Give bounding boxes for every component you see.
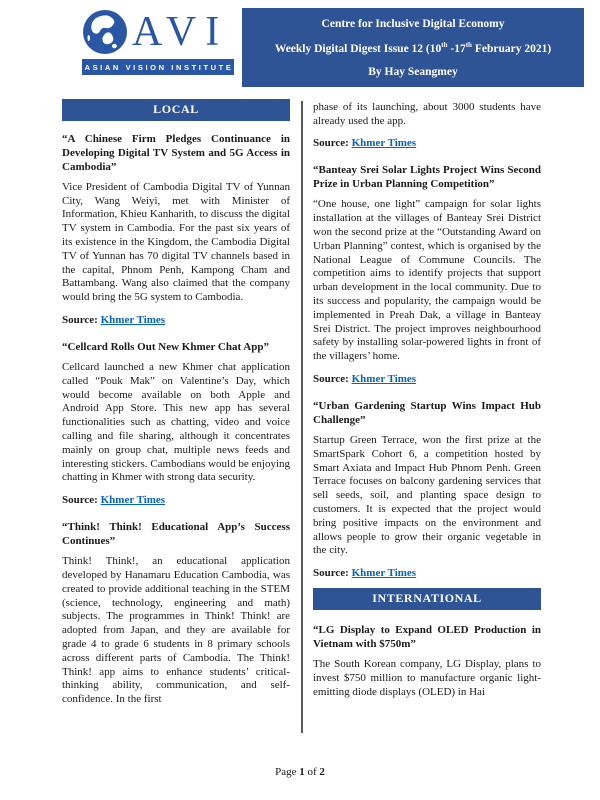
title-line-2: Weekly Digital Digest Issue 12 (10th -17th February 2021) — [274, 41, 552, 55]
section-banner-international: INTERNATIONAL — [313, 588, 541, 610]
section-banner-local: LOCAL — [62, 99, 290, 121]
source-line — [62, 313, 290, 327]
article-body: phase of its launching, about 3000 students have already used the app. — [313, 100, 541, 127]
logo-acronym: AVI — [132, 9, 229, 55]
column-divider — [301, 101, 303, 733]
article-urban-gardening — [313, 399, 541, 580]
article-body: The South Korean company, LG Display, plans to invest $750 million to manufacture organic light-emitting diode displays (OLED) in Hai — [313, 658, 541, 698]
source-link[interactable]: Khmer Times — [351, 137, 417, 150]
globe-asia-icon — [82, 9, 128, 55]
article-body: “One house, one light” campaign for solar lights installation at the villages of Banteay Srei District won the second prize at the “Outstanding Award on Urban Planning” contest, which is organised by the National League of Commune Councils. The competition aims to identify projects that support urban development in the local community. Due to its success and popularity, the campaign would be implemented in Preah Dak, a village in Banteay Srei District. The project improves neighbourhood safety by installing solar-powered lights in front of the villagers’ home. — [313, 198, 541, 363]
source-link[interactable]: Khmer Times — [100, 494, 166, 507]
article-chinese-firm — [62, 132, 290, 327]
source-line — [313, 136, 541, 150]
logo-tagline: ASIAN VISION INSTITUTE — [82, 59, 234, 75]
newsletter-body — [0, 87, 600, 747]
article-body: Think! Think!, an educational application developed by Hanamaru Education Cambodia, was created to provide additional teaching in the STEM (science, technology, engineering and math) subjects. The programmes in Think! Think! are adopted from Japan, and they are available for grade 4 to grade 6 students in 8 primary schools across different parts of Cambodia. The Think! Think! app aims to enhance students’ critical-thinking ability, communication, and self-confidence. In the first — [62, 555, 290, 706]
source-line — [313, 566, 541, 580]
document-header — [0, 0, 600, 87]
article-think-think-continued — [313, 101, 541, 151]
avi-logo — [82, 8, 234, 75]
source-label: Source: — [313, 567, 349, 580]
article-cellcard — [62, 340, 290, 507]
source-line — [313, 372, 541, 386]
article-heading: “Think! Think! Educational App’s Success Continues” — [62, 521, 290, 548]
source-label: Source: — [62, 494, 98, 507]
title-line-1: Centre for Inclusive Digital Economy — [321, 18, 505, 30]
page-number: Page 1 of 2 — [275, 766, 325, 778]
article-heading: “Banteay Srei Solar Lights Project Wins Second Prize in Urban Planning Competition” — [313, 164, 541, 191]
title-line-3: By Hay Seangmey — [368, 65, 458, 78]
left-column — [62, 99, 290, 747]
article-think-think — [62, 520, 290, 707]
article-heading: “LG Display to Expand OLED Production in Vietnam with $750m” — [313, 624, 541, 651]
article-heading: “Cellcard Rolls Out New Khmer Chat App” — [62, 341, 269, 353]
source-link[interactable]: Khmer Times — [351, 372, 417, 385]
source-line — [62, 493, 290, 507]
article-lg-display — [313, 623, 541, 699]
article-heading: “A Chinese Firm Pledges Continuance in Developing Digital TV System and 5G Access in Cambodia” — [62, 132, 290, 173]
article-body: Cellcard launched a new Khmer chat application called “Pouk Mak” on Valentine’s Day, which would become available on both Apple and Android App Store. This new app has several functionalities such as chatting, video and voice calling and file sharing, although it concentrates mainly on group chat, multiple news feeds and interesting stickers. Cambodians would be enjoying chatting in Khmer with strong data security. — [62, 361, 290, 484]
right-column — [313, 99, 541, 747]
article-heading: “Urban Gardening Startup Wins Impact Hub Challenge” — [313, 399, 541, 426]
source-label: Source: — [313, 372, 349, 385]
source-link[interactable]: Khmer Times — [351, 567, 417, 580]
article-banteay-srei — [313, 163, 541, 386]
source-label: Source: — [62, 314, 98, 326]
title-box — [242, 8, 584, 87]
source-link[interactable]: Khmer Times — [100, 314, 166, 326]
article-body: Vice President of Cambodia Digital TV of Yunnan City, Wang Weiyi, met with Minister of Information, Khieu Kanharith, to discuss the digital TV system in Cambodia. For the past six years of its existence in the Kingdom, the Cambodia Digital TV of Yunnan has 70 digital TV channels based in the capital, Phnom Penh, Kampong Cham and Battambang. Wang also claimed that the company would bring the 5G system to Cambodia. — [62, 180, 290, 304]
article-body: Startup Green Terrace, won the first prize at the SmartSpark Cohort 6, a competition hosted by Smart Axiata and Impact Hub Phnom Penh. Green Terrace focuses on balcony gardening services that sell seeds, soil, and planting space design to customers. It is expected that the project would bring positive impacts on the environment and allows people to grow their organic vegetable in the city. — [313, 433, 541, 557]
source-label: Source: — [313, 137, 349, 150]
